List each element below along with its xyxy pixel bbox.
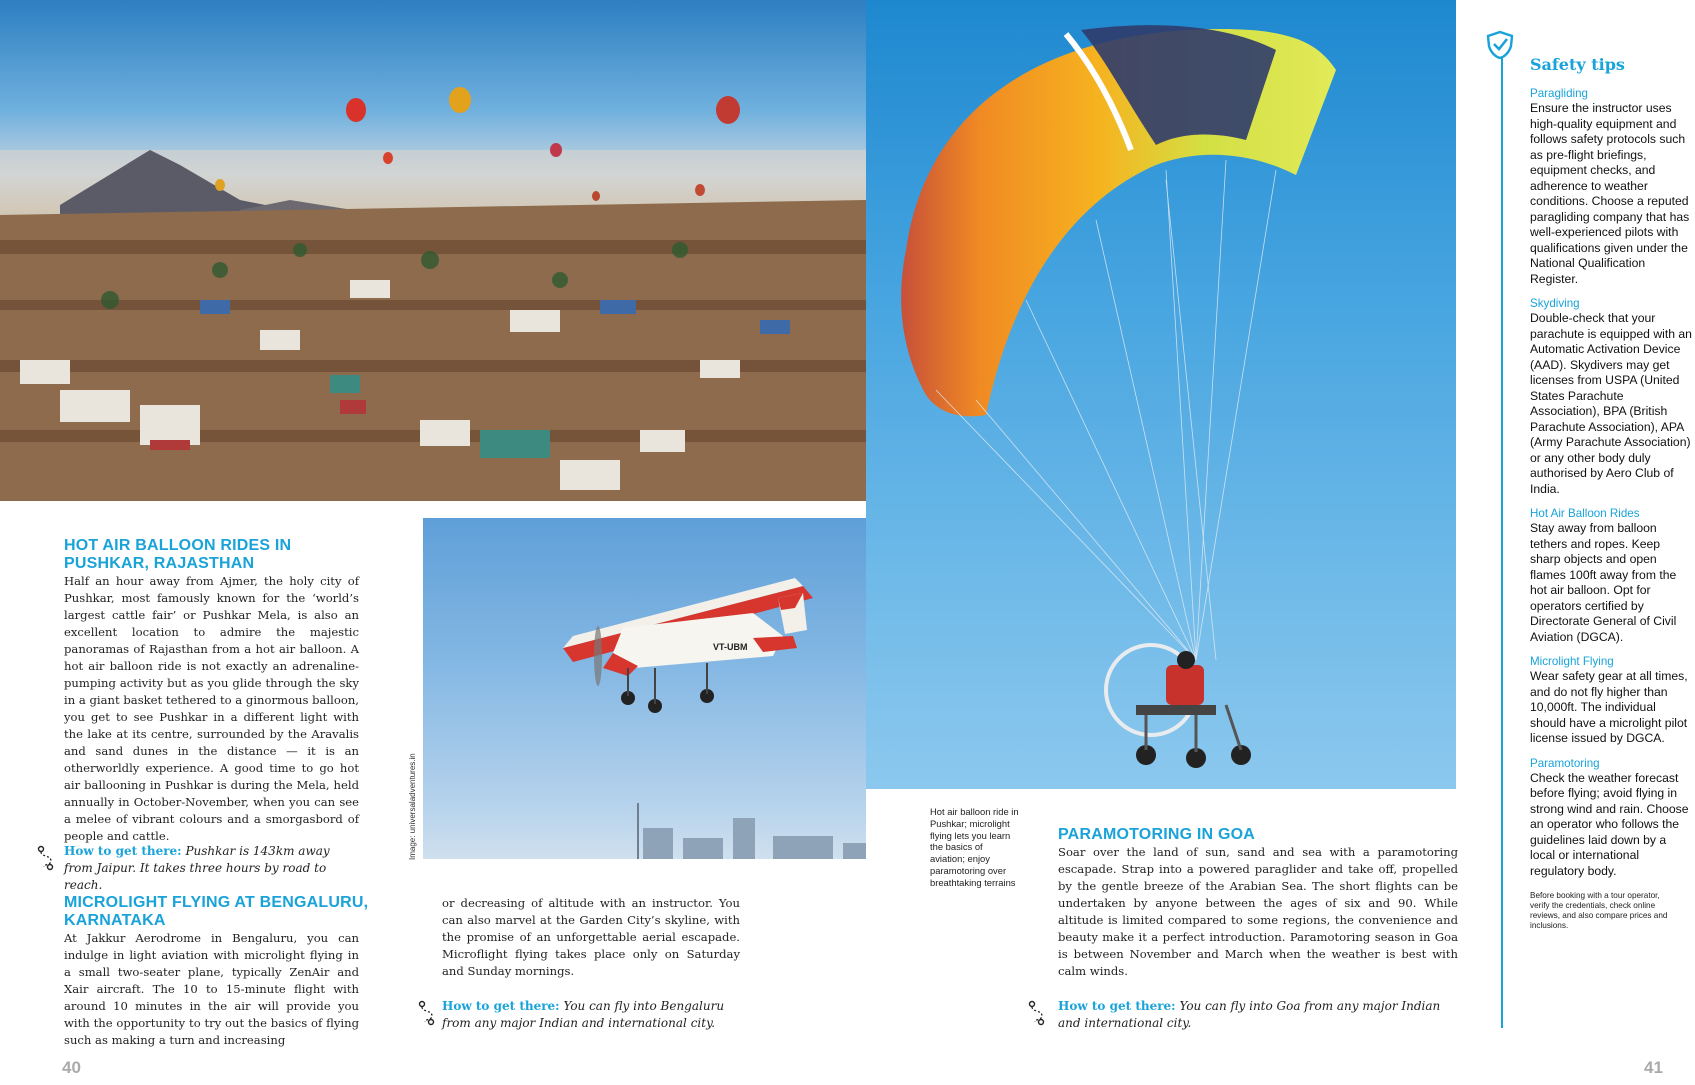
safety-item-paragliding	[1530, 86, 1692, 287]
goa-body: Soar over the land of sun, sand and sea with a paramotoring escapade. Strap into a powered paraglider and take off, propelled by the gentle breeze of the Arabian Sea. The short flights can be undertaken by anyone between the ages of six and 90. While altitude is limited compared to some regions, the convenience and beauty make it a perfect introduction. Paramotoring season in Goa is between November and March when the weather is best with calm winds.	[1058, 845, 1458, 978]
photo-caption: Hot air balloon ride in Pushkar; microlight flying lets you learn the basics of aviation; enjoy paramotoring over breathtaking terrains	[930, 806, 1019, 888]
safety-divider	[1501, 58, 1503, 1028]
safety-text: Check the weather forecast before flying; avoid flying in strong wind and rain. Choose an operator who follows the guidelines laid down by a local or international regulatory body.	[1530, 770, 1689, 878]
safety-text: Wear safety gear at all times, and do not fly higher than 10,000ft. The individual should have a microlight pilot license issued by DGCA.	[1530, 669, 1688, 745]
safety-note: Before booking with a tour operator, verify the credentials, check online reviews, and also compare prices and inclusions.	[1530, 891, 1668, 930]
microlight-body-col2: or decreasing of altitude with an instructor. You can also marvel at the Garden City’s skyline, with the promise of an unforgettable aerial escapade. Microflight flying takes place only on Saturday and Sunday mornings.	[442, 896, 740, 978]
pushkar-body: Half an hour away from Ajmer, the holy city of Pushkar, most famously known for the ‘world’s largest cattle fair’ or Pushkar Mela, is also an excellent location to admire the majestic panoramas of Rajasthan from a hot air balloon. A hot air balloon ride is not exactly an adrenaline-pumping activity but as you glide through the sky in a giant basket tethered to a ginormous balloon, you get to see Pushkar in a different light with the lake at its centre, surrounded by the Aravalis and sand dunes in the distance — it is an otherworldly experience. A good time to go hot air ballooning in Pushkar is during the Mela, held annually in October-November, when you can see a melee of vibrant colours and a smorgasbord of people and cattle.	[64, 574, 359, 843]
route-icon	[36, 845, 56, 871]
pushkar-heading: HOT AIR BALLOON RIDES IN PUSHKAR, RAJASTHAN	[64, 537, 292, 572]
safety-subtitle: Microlight Flying	[1530, 655, 1614, 668]
safety-text: Ensure the instructor uses high-quality equipment and follows safety protocols such as pre-flight briefings, equipment checks, and adherence to weather conditions. Choose a reputed paragliding company that has well-experienced pilots with qualifications given under the National Qualification Register.	[1530, 101, 1690, 286]
howto-text: You can fly into Bengaluru from any major Indian and international city.	[442, 999, 725, 1030]
paramotor-photo	[866, 0, 1456, 789]
safety-item-microlight	[1530, 654, 1692, 747]
safety-title: Safety tips	[1530, 55, 1625, 74]
microlight-aircraft	[563, 578, 813, 713]
safety-item-hot-air-balloon	[1530, 506, 1692, 645]
howto-text: Pushkar is 143km away from Jaipur. It takes three hours by road to reach.	[64, 844, 330, 892]
microlight-body-col1: At Jakkur Aerodrome in Bengaluru, you can indulge in light aviation with microlight flying in a small two-seater plane, typically ZenAir and Xair aircraft. The 10 to 15-minute flight with around 10 minutes in the air will provide you with the opportunity to try out the basics of flying such as making a turn and increasing	[64, 931, 359, 1047]
howto-label: How to get there:	[1058, 999, 1176, 1013]
safety-subtitle: Hot Air Balloon Rides	[1530, 507, 1640, 520]
shield-check-icon	[1485, 30, 1515, 60]
goa-heading: PARAMOTORING IN GOA	[1058, 826, 1255, 843]
safety-item-paramotoring	[1530, 756, 1692, 880]
route-icon	[1027, 1000, 1047, 1026]
safety-text: Double-check that your parachute is equipped with an Automatic Activation Device (AAD). Skydivers may get licenses from USPA (United States Parachute Association), BPA (British Parachute Association), APA (Army Parachute Association) or any other body duly authorised by Aero Club of India.	[1530, 311, 1692, 496]
image-credit: Image: universaladventures.in	[408, 753, 417, 860]
safety-list	[1530, 86, 1692, 931]
page-number-left: 40	[62, 1058, 81, 1077]
safety-item-skydiving	[1530, 296, 1692, 497]
microlight-plane-photo	[423, 518, 866, 859]
howto-label: How to get there:	[64, 844, 182, 858]
safety-subtitle: Paragliding	[1530, 87, 1589, 100]
howto-label: How to get there:	[442, 999, 560, 1013]
safety-subtitle: Paramotoring	[1530, 756, 1600, 770]
howto-text: You can fly into Goa from any major Indian and international city.	[1058, 999, 1441, 1030]
goa-howto	[1058, 998, 1458, 1032]
route-icon	[417, 1000, 437, 1026]
paramotor-scene	[866, 0, 1456, 789]
microlight-heading: MICROLIGHT FLYING AT BENGALURU, KARNATAKA	[64, 894, 369, 929]
safety-subtitle: Skydiving	[1530, 297, 1580, 310]
microlight-howto	[442, 998, 740, 1032]
aircraft-registration: VT-UBM	[713, 642, 748, 652]
pushkar-balloon-photo	[0, 0, 866, 501]
safety-text: Stay away from balloon tethers and ropes. Keep sharp objects and open flames 100ft away from the hot air balloon. Opt for operators certified by Directorate General of Civil Aviation (DGCA).	[1530, 521, 1677, 644]
pushkar-howto	[64, 843, 359, 894]
microlight-scene	[423, 518, 866, 859]
pushkar-scene	[0, 0, 866, 501]
page-number-right: 41	[1644, 1058, 1663, 1077]
